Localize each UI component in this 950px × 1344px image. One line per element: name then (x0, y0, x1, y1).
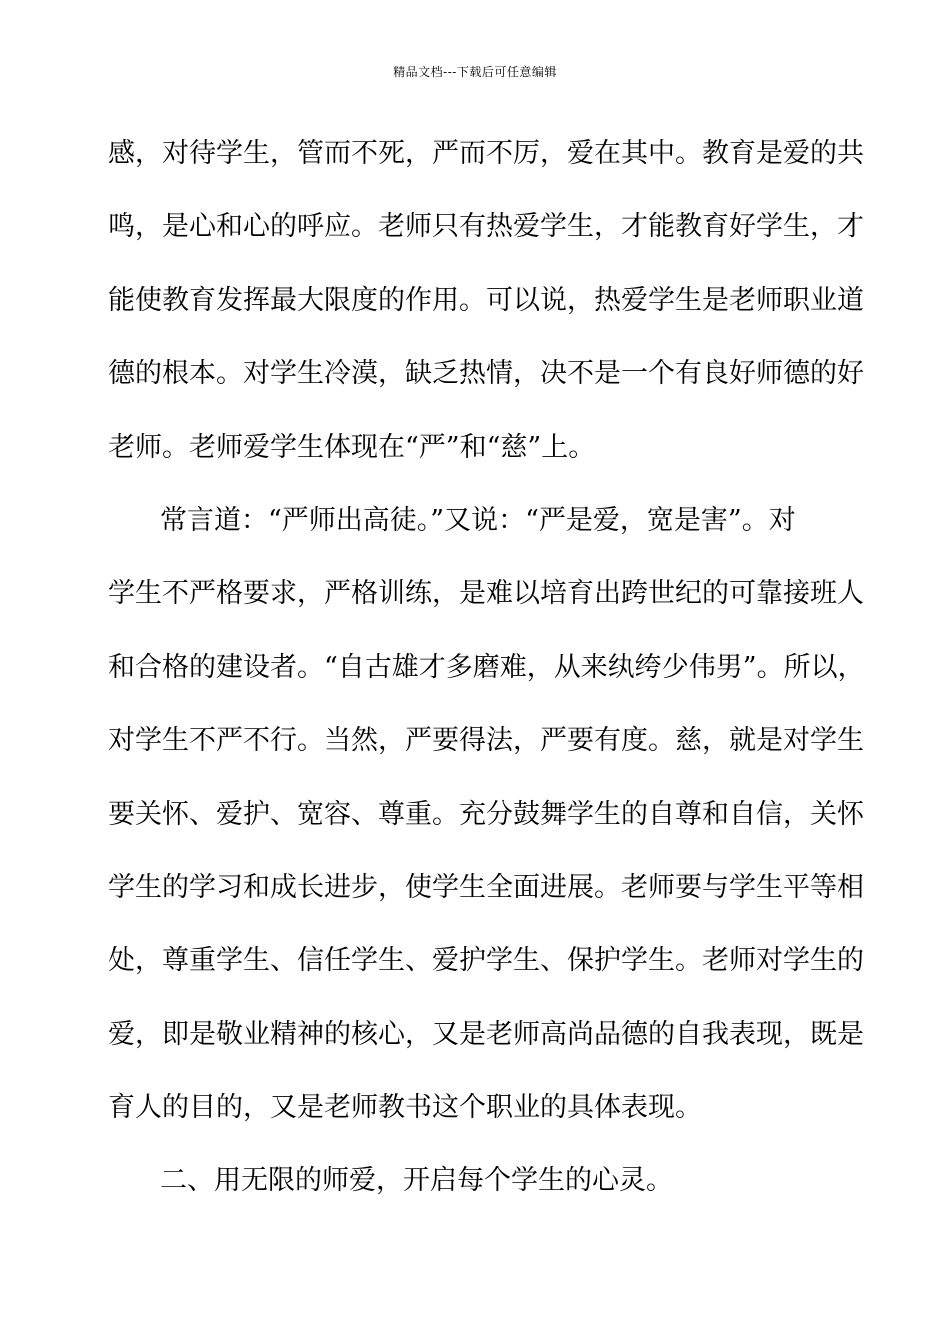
text-line: 爱，即是敬业精神的核心，又是老师高尚品德的自我表现，既是 (108, 1018, 864, 1050)
text-line: 要关怀、爱护、宽容、尊重。充分鼓舞学生的自尊和自信，关怀 (108, 798, 864, 830)
paragraph-start-line: 常言道：“严师出高徒。”又说：“严是爱，宽是害”。对 (160, 504, 796, 536)
text-line: 学生不严格要求，严格训练，是难以培育出跨世纪的可靠接班人 (108, 578, 864, 610)
text-line: 育人的目的，又是老师教书这个职业的具体表现。 (108, 1092, 702, 1124)
text-line: 德的根本。对学生冷漠，缺乏热情，决不是一个有良好师德的好 (108, 358, 864, 390)
text-line: 学生的学习和成长进步，使学生全面进展。老师要与学生平等相 (108, 871, 864, 903)
text-line: 处，尊重学生、信任学生、爱护学生、保护学生。老师对学生的 (108, 945, 864, 977)
text-line: 感，对待学生，管而不死，严而不厉，爱在其中。教育是爱的共 (108, 138, 864, 169)
section-heading: 二、用无限的师爱，开启每个学生的心灵。 (160, 1165, 673, 1197)
text-line: 老师。老师爱学生体现在“严”和“慈”上。 (108, 431, 596, 463)
text-line: 鸣，是心和心的呼应。老师只有热爱学生，才能教育好学生，才 (108, 211, 864, 243)
body-text (108, 126, 865, 1227)
text-line: 对学生不严不行。当然，严要得法，严要有度。慈，就是对学生 (108, 725, 864, 757)
text-line: 能使教育发挥最大限度的作用。可以说，热爱学生是老师职业道 (108, 284, 864, 316)
page-header: 精品文档---下载后可任意编辑 (393, 65, 557, 79)
text-line: 和合格的建设者。“自古雄才多磨难，从来纨绔少伟男”。所以， (108, 651, 865, 683)
